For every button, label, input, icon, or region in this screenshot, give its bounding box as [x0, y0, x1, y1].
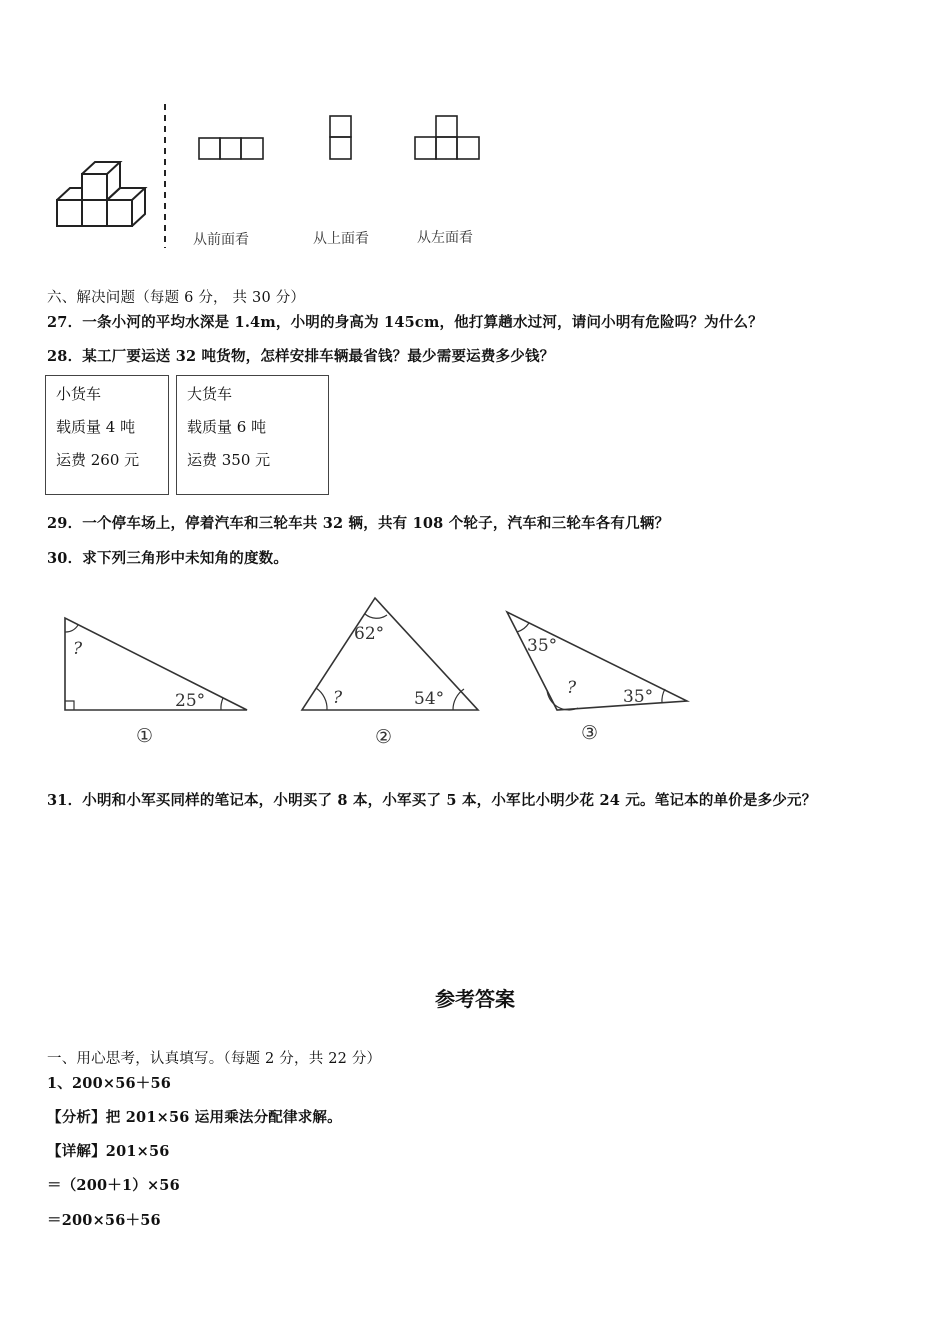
big-truck-box	[176, 375, 329, 495]
left-view-label: 从左面看	[417, 230, 473, 246]
triangle-3-middle-angle: ?	[567, 678, 577, 698]
question-28: 28．某工厂要运送 32 吨货物，怎样安排车辆最省钱？最少需要运费多少钱？	[47, 348, 555, 365]
top-view	[330, 116, 351, 159]
small-truck-fee: 运费 260 元	[56, 451, 140, 469]
big-truck-capacity: 载质量 6 吨	[187, 418, 267, 436]
triangle-2-left-angle: ?	[333, 688, 343, 708]
front-view-label: 从前面看	[193, 232, 249, 248]
left-view	[415, 116, 479, 159]
triangle-2	[302, 598, 478, 748]
triangle-2-top-angle: 62°	[354, 624, 385, 644]
triangle-1	[65, 618, 247, 747]
answer-1-analysis: 【分析】把 201×56 运用乘法分配律求解。	[47, 1109, 342, 1126]
cube-stack	[57, 162, 145, 226]
triangle-3-right-angle: 35°	[623, 687, 654, 707]
triangles-figure	[40, 590, 710, 755]
big-truck-fee: 运费 350 元	[187, 451, 271, 469]
top-view-label: 从上面看	[313, 231, 369, 247]
triangle-1-label: ①	[136, 725, 154, 747]
small-truck-name: 小货车	[56, 385, 102, 403]
answer-1: 1、200×56＋56	[47, 1075, 172, 1092]
question-31: 31．小明和小军买同样的笔记本，小明买了 8 本，小军买了 5 本，小军比小明少花 24 元。笔记本的单价是多少元？	[47, 792, 817, 809]
answers-section1-heading: 一、用心思考，认真填写。（每题 2 分，共 22 分）	[47, 1051, 382, 1067]
answer-1-step-1: ＝（200＋1）×56	[47, 1177, 180, 1194]
front-view	[199, 138, 263, 159]
triangle-3-top-angle: 35°	[527, 636, 558, 656]
triangle-2-label: ②	[375, 726, 393, 748]
triangle-1-right-angle: 25°	[175, 691, 206, 711]
answer-1-detail: 【详解】201×56	[47, 1143, 170, 1160]
small-truck-capacity: 载质量 4 吨	[56, 418, 136, 436]
question-29: 29．一个停车场上，停着汽车和三轮车共 32 辆，共有 108 个轮子，汽车和三轮车各有几辆？	[47, 515, 670, 532]
big-truck-name: 大货车	[187, 385, 233, 403]
answers-title: 参考答案	[435, 987, 515, 1011]
answer-1-step-2: ＝200×56＋56	[47, 1212, 161, 1229]
section6-heading: 六、解决问题（每题 6 分， 共 30 分）	[47, 290, 306, 306]
small-truck-box	[45, 375, 169, 495]
question-27: 27．一条小河的平均水深是 1.4m，小明的身高为 145cm，他打算趟水过河，请问小明有危险吗？为什么？	[47, 314, 763, 331]
triangle-1-top-angle: ?	[73, 639, 83, 659]
triangle-3-label: ③	[581, 722, 599, 744]
question-30: 30．求下列三角形中未知角的度数。	[47, 550, 289, 567]
triangle-2-right-angle: 54°	[414, 689, 445, 709]
triangle-3	[507, 612, 687, 744]
